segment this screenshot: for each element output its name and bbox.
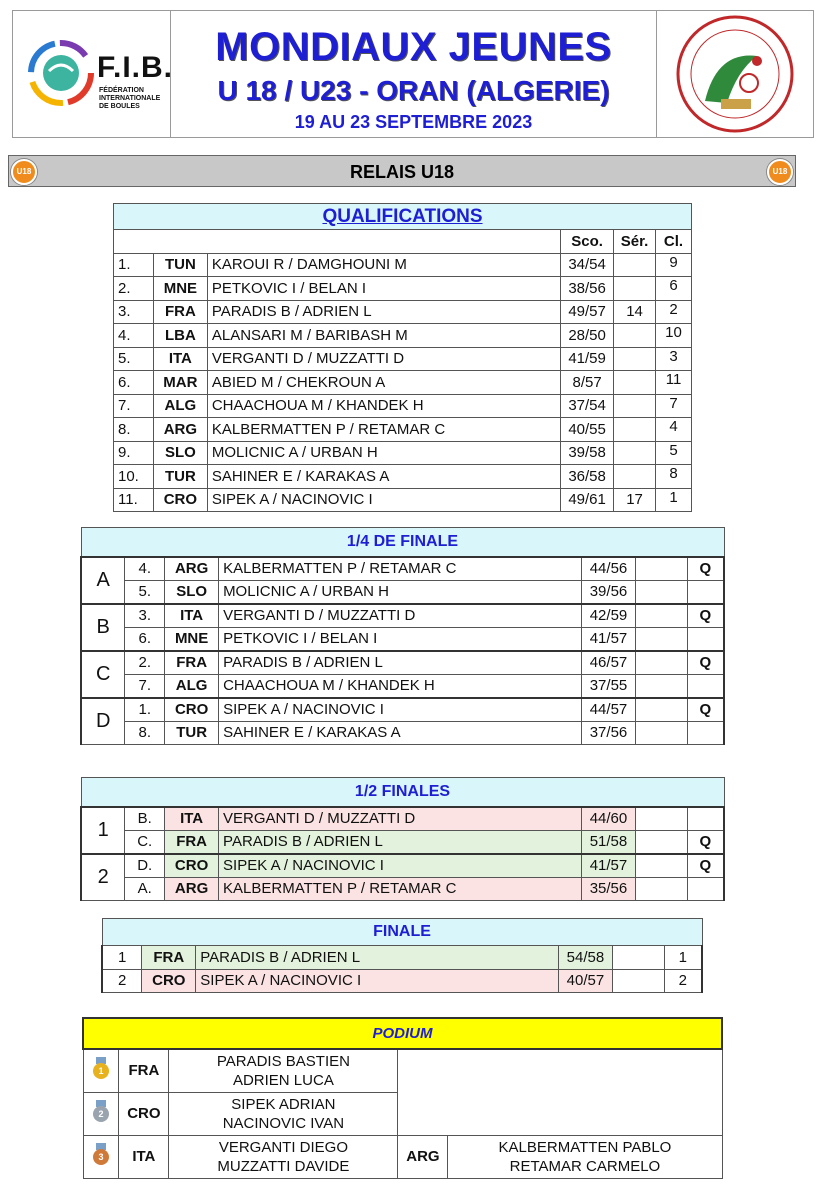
- team-names: MOLICNIC A / URBAN H: [219, 580, 582, 604]
- nation-code: MNE: [165, 627, 219, 651]
- team-names: PETKOVIC I / BELAN I: [219, 627, 582, 651]
- algerian-federation-seal-icon: [657, 11, 813, 137]
- team-names: CHAACHOUA M / KHANDEK H: [219, 674, 582, 698]
- table-row: [114, 277, 692, 301]
- blank-cell: [635, 721, 687, 745]
- federation-seal: [657, 11, 813, 137]
- blank-cell: [635, 674, 687, 698]
- row-number: 8.: [114, 418, 154, 442]
- table-row: [81, 807, 724, 831]
- score: 35/56: [582, 877, 636, 901]
- rank: 3: [656, 347, 692, 371]
- qualified-mark: [687, 627, 724, 651]
- event-dates: 19 AU 23 SEPTEMBRE 2023: [294, 112, 533, 132]
- table-row: [114, 441, 692, 465]
- nation-code: SLO: [153, 441, 207, 465]
- score: 41/57: [582, 627, 636, 651]
- qualified-mark: Q: [687, 854, 724, 878]
- group-label: B: [81, 604, 125, 651]
- table-row: [114, 488, 692, 512]
- rank: 1: [664, 946, 702, 970]
- seed: 8.: [125, 721, 165, 745]
- score: 37/55: [582, 674, 636, 698]
- group-label: 2: [81, 854, 125, 901]
- table-row: [114, 394, 692, 418]
- header: [12, 10, 814, 138]
- table-row: [81, 830, 724, 854]
- nation-code: ALG: [165, 674, 219, 698]
- score: 54/58: [558, 946, 612, 970]
- series: 17: [614, 488, 656, 512]
- table-row: [114, 300, 692, 324]
- blank-cell: [635, 580, 687, 604]
- team-names: SIPEK A / NACINOVIC I: [219, 698, 582, 722]
- table-row: [114, 418, 692, 442]
- row-number: 1.: [114, 253, 154, 277]
- nation-code: TUN: [153, 253, 207, 277]
- team-names: KALBERMATTEN P / RETAMAR C: [207, 418, 560, 442]
- group-label: A: [81, 557, 125, 604]
- nation-code: FRA: [142, 946, 196, 970]
- series: [614, 371, 656, 395]
- seed: 7.: [125, 674, 165, 698]
- blank-cell: [635, 627, 687, 651]
- qualified-mark: [687, 721, 724, 745]
- fib-logo-text: F.I.B.: [97, 51, 174, 84]
- silver-medal-icon: 2: [91, 1100, 111, 1124]
- qualified-mark: Q: [687, 830, 724, 854]
- podium-third-players: VERGANTI DIEGO MUZZATTI DAVIDE: [169, 1135, 398, 1178]
- semi-final-table: [80, 777, 725, 901]
- rank: 7: [656, 394, 692, 418]
- blank-cell: [635, 854, 687, 878]
- team-names: VERGANTI D / MUZZATTI D: [219, 807, 582, 831]
- row-number: 2.: [114, 277, 154, 301]
- seed: 3.: [125, 604, 165, 628]
- section-banner: [8, 155, 796, 187]
- blank-cell: [635, 651, 687, 675]
- row-number: 4.: [114, 324, 154, 348]
- group-label: 1: [81, 807, 125, 854]
- podium-third-nation: ITA: [119, 1135, 169, 1178]
- score: 39/56: [582, 580, 636, 604]
- banner-title: RELAIS U18: [349, 162, 455, 182]
- team-names: ALANSARI M / BARIBASH M: [207, 324, 560, 348]
- rank: 9: [656, 253, 692, 277]
- fib-logo-icon: [19, 11, 99, 137]
- table-row: [81, 854, 724, 878]
- page-title: MONDIAUX JEUNES: [215, 25, 612, 69]
- score: 40/57: [558, 969, 612, 993]
- table-row: [102, 969, 702, 993]
- score: 44/56: [582, 557, 636, 581]
- series: [614, 347, 656, 371]
- team-names: PARADIS B / ADRIEN L: [219, 830, 582, 854]
- table-row: [81, 557, 724, 581]
- seed: 4.: [125, 557, 165, 581]
- rank: 5: [656, 441, 692, 465]
- team-names: PARADIS B / ADRIEN L: [207, 300, 560, 324]
- gold-medal-icon: 1: [91, 1057, 111, 1081]
- nation-code: CRO: [153, 488, 207, 512]
- col-header-series: Sér.: [614, 230, 656, 254]
- qualified-mark: [687, 674, 724, 698]
- row-number: 1: [102, 946, 142, 970]
- score: 8/57: [561, 371, 614, 395]
- table-row: [81, 604, 724, 628]
- rank: 2: [656, 300, 692, 324]
- nation-code: CRO: [142, 969, 196, 993]
- qualified-mark: [687, 877, 724, 901]
- qualified-mark: Q: [687, 557, 724, 581]
- score: 36/58: [561, 465, 614, 489]
- row-number: 5.: [114, 347, 154, 371]
- col-header-score: Sco.: [561, 230, 614, 254]
- qualifications-table: [113, 203, 692, 512]
- final-table: [101, 918, 703, 993]
- qualified-mark: [687, 580, 724, 604]
- series: [614, 324, 656, 348]
- table-row: [81, 698, 724, 722]
- seed: 6.: [125, 627, 165, 651]
- score: 41/59: [561, 347, 614, 371]
- nation-code: ITA: [165, 807, 219, 831]
- bronze-medal-cell: [83, 1135, 119, 1178]
- podium-table: [82, 1017, 723, 1179]
- nation-code: FRA: [153, 300, 207, 324]
- score: 34/54: [561, 253, 614, 277]
- table-row: [81, 877, 724, 901]
- score: 51/58: [582, 830, 636, 854]
- table-row: [81, 721, 724, 745]
- nation-code: ARG: [165, 557, 219, 581]
- blank-cell: [612, 969, 664, 993]
- rank: 6: [656, 277, 692, 301]
- team-names: PETKOVIC I / BELAN I: [207, 277, 560, 301]
- seed: B.: [125, 807, 165, 831]
- podium-second-nation: CRO: [119, 1092, 169, 1135]
- quarter-final-title: 1/4 DE FINALE: [81, 528, 724, 557]
- score: 46/57: [582, 651, 636, 675]
- team-names: PARADIS B / ADRIEN L: [219, 651, 582, 675]
- seed: 5.: [125, 580, 165, 604]
- bronze-medal-icon: 3: [91, 1143, 111, 1167]
- podium-third-b-players: KALBERMATTEN PABLO RETAMAR CARMELO: [448, 1135, 722, 1178]
- podium-first-nation: FRA: [119, 1049, 169, 1092]
- nation-code: MNE: [153, 277, 207, 301]
- score: 38/56: [561, 277, 614, 301]
- seed: A.: [125, 877, 165, 901]
- team-names: KALBERMATTEN P / RETAMAR C: [219, 557, 582, 581]
- silver-medal-cell: [83, 1092, 119, 1135]
- team-names: PARADIS B / ADRIEN L: [196, 946, 559, 970]
- nation-code: FRA: [165, 830, 219, 854]
- score: 41/57: [582, 854, 636, 878]
- series: [614, 253, 656, 277]
- table-row: [114, 465, 692, 489]
- team-names: SIPEK A / NACINOVIC I: [196, 969, 559, 993]
- table-row: [81, 674, 724, 698]
- nation-code: TUR: [165, 721, 219, 745]
- qualifications-title: QUALIFICATIONS: [114, 204, 692, 230]
- blank-cell: [635, 807, 687, 831]
- row-number: 6.: [114, 371, 154, 395]
- blank-cell: [635, 604, 687, 628]
- rank: 4: [656, 418, 692, 442]
- score: 42/59: [582, 604, 636, 628]
- row-number: 2: [102, 969, 142, 993]
- nation-code: CRO: [165, 698, 219, 722]
- seed: 2.: [125, 651, 165, 675]
- gold-medal-cell: [83, 1049, 119, 1092]
- series: [614, 394, 656, 418]
- score: 49/61: [561, 488, 614, 512]
- qualified-mark: Q: [687, 604, 724, 628]
- nation-code: SLO: [165, 580, 219, 604]
- row-number: 7.: [114, 394, 154, 418]
- nation-code: ARG: [153, 418, 207, 442]
- rank: 10: [656, 324, 692, 348]
- blank-cell: [635, 698, 687, 722]
- header-titles: [171, 11, 657, 137]
- table-row: [114, 347, 692, 371]
- team-names: SAHINER E / KARAKAS A: [219, 721, 582, 745]
- team-names: KALBERMATTEN P / RETAMAR C: [219, 877, 582, 901]
- team-names: SIPEK A / NACINOVIC I: [207, 488, 560, 512]
- series: [614, 465, 656, 489]
- score: 28/50: [561, 324, 614, 348]
- nation-code: MAR: [153, 371, 207, 395]
- seed: C.: [125, 830, 165, 854]
- rank: 8: [656, 465, 692, 489]
- fib-logo: [13, 11, 174, 137]
- nation-code: CRO: [165, 854, 219, 878]
- nation-code: FRA: [165, 651, 219, 675]
- seed: D.: [125, 854, 165, 878]
- nation-code: TUR: [153, 465, 207, 489]
- score: 44/57: [582, 698, 636, 722]
- table-row: [114, 324, 692, 348]
- row-number: 3.: [114, 300, 154, 324]
- team-names: SIPEK A / NACINOVIC I: [219, 854, 582, 878]
- nation-code: ARG: [165, 877, 219, 901]
- nation-code: ITA: [153, 347, 207, 371]
- team-names: KAROUI R / DAMGHOUNI M: [207, 253, 560, 277]
- table-row: [114, 253, 692, 277]
- team-names: VERGANTI D / MUZZATTI D: [207, 347, 560, 371]
- score: 39/58: [561, 441, 614, 465]
- score: 40/55: [561, 418, 614, 442]
- podium-first-players: PARADIS BASTIEN ADRIEN LUCA: [169, 1049, 398, 1092]
- group-label: D: [81, 698, 125, 745]
- series: [614, 441, 656, 465]
- nation-code: LBA: [153, 324, 207, 348]
- qualified-mark: Q: [687, 651, 724, 675]
- col-header-rank: Cl.: [656, 230, 692, 254]
- semi-final-title: 1/2 FINALES: [81, 778, 724, 807]
- nation-code: ALG: [153, 394, 207, 418]
- team-names: MOLICNIC A / URBAN H: [207, 441, 560, 465]
- u18-badge-icon: U18: [11, 159, 37, 185]
- series: [614, 277, 656, 301]
- series: [614, 418, 656, 442]
- nation-code: ITA: [165, 604, 219, 628]
- group-label: C: [81, 651, 125, 698]
- team-names: ABIED M / CHEKROUN A: [207, 371, 560, 395]
- u18-badge-icon: U18: [767, 159, 793, 185]
- table-row: [81, 627, 724, 651]
- team-names: CHAACHOUA M / KHANDEK H: [207, 394, 560, 418]
- row-number: 11.: [114, 488, 154, 512]
- final-title: FINALE: [102, 919, 702, 946]
- seed: 1.: [125, 698, 165, 722]
- blank-cell: [635, 877, 687, 901]
- series: 14: [614, 300, 656, 324]
- score: 37/54: [561, 394, 614, 418]
- quarter-final-table: [80, 527, 725, 745]
- blank-cell: [635, 830, 687, 854]
- podium-second-players: SIPEK ADRIAN NACINOVIC IVAN: [169, 1092, 398, 1135]
- fib-logo-subtext: FÉDÉRATION INTERNATIONALE DE BOULES: [99, 87, 161, 110]
- rank: 11: [656, 371, 692, 395]
- qualified-mark: [687, 807, 724, 831]
- row-number: 9.: [114, 441, 154, 465]
- table-row: [114, 371, 692, 395]
- table-row: [81, 580, 724, 604]
- qualified-mark: Q: [687, 698, 724, 722]
- blank-cell: [635, 557, 687, 581]
- score: 37/56: [582, 721, 636, 745]
- podium-third-b-nation: ARG: [398, 1135, 448, 1178]
- score: 44/60: [582, 807, 636, 831]
- row-number: 10.: [114, 465, 154, 489]
- team-names: VERGANTI D / MUZZATTI D: [219, 604, 582, 628]
- blank-cell: [612, 946, 664, 970]
- table-row: [81, 651, 724, 675]
- podium-title: PODIUM: [83, 1018, 722, 1049]
- page-subtitle: U 18 / U23 - ORAN (ALGERIE): [217, 75, 610, 106]
- rank: 2: [664, 969, 702, 993]
- rank: 1: [656, 488, 692, 512]
- team-names: SAHINER E / KARAKAS A: [207, 465, 560, 489]
- table-row: [102, 946, 702, 970]
- score: 49/57: [561, 300, 614, 324]
